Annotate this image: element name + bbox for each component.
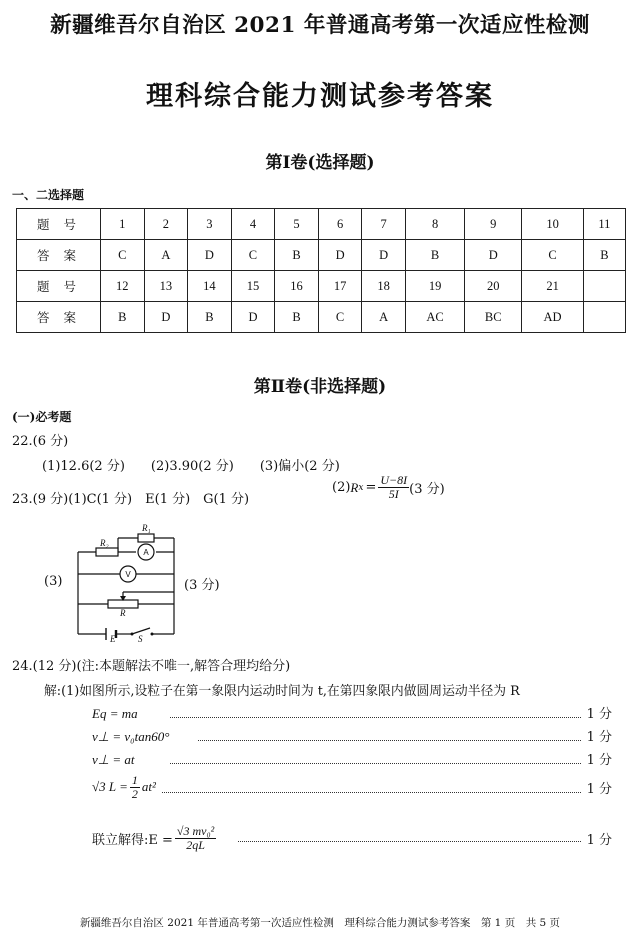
question-number: 21 <box>522 271 584 302</box>
q24-eq3-row <box>92 749 612 768</box>
label-rheostat: R <box>120 608 126 618</box>
question-number: 9 <box>465 209 522 240</box>
q24-eq4-right: at² <box>141 779 156 794</box>
section-label-required: (一)必考题 <box>12 410 72 424</box>
answer-key-title: 理科综合能力测试参考答案 <box>146 81 494 112</box>
rheostat-r <box>108 600 138 608</box>
answer-cell: C <box>101 240 145 271</box>
label-switch: S <box>138 634 143 644</box>
label-voltmeter: V <box>125 570 131 579</box>
q24-eq2: v⊥ = v₀tan60° <box>92 729 170 744</box>
q24-eq4-denominator: 2 <box>131 786 138 801</box>
question-number: 18 <box>362 271 406 302</box>
q23-part2-prefix: (2) <box>332 480 351 495</box>
switch-contact-icon <box>131 633 134 636</box>
answer-cell: D <box>188 240 232 271</box>
question-number: 12 <box>101 271 145 302</box>
question-number: 10 <box>522 209 584 240</box>
q24-eq4-numerator: 1 <box>131 772 138 787</box>
part2-title: 第Ⅱ卷(非选择题) <box>253 377 387 397</box>
q23-part3-score: (3 分) <box>184 578 220 593</box>
question-number: 1 <box>101 209 145 240</box>
q24-eq5-fraction <box>175 825 216 852</box>
question-number: 2 <box>144 209 188 240</box>
question-number: 15 <box>231 271 275 302</box>
answer-cell: B <box>275 302 319 333</box>
q24-eq1-row <box>92 703 612 722</box>
q23-part2-score: (3 分) <box>409 482 445 497</box>
q24-intro: 解:(1)如图所示,设粒子在第一象限内运动时间为 t,在第四象限内做圆周运动半径为 R <box>44 684 520 699</box>
label-r2: R₂ <box>100 538 109 548</box>
circuit-diagram <box>68 516 184 644</box>
rx-numerator: U−8I <box>380 473 408 487</box>
question-number: 7 <box>362 209 406 240</box>
answer-cell: C <box>522 240 584 271</box>
table-row <box>17 209 626 240</box>
q24-header: 24.(12 分)(注:本题解法不唯一,解答合理均给分) <box>12 659 291 674</box>
q24-eq5-row <box>92 818 612 858</box>
q24-eq5-prefix: 联立解得:E = <box>92 832 173 848</box>
question-number: 17 <box>318 271 362 302</box>
table-row <box>17 240 626 271</box>
answer-cell: D <box>231 302 275 333</box>
answer-cell: D <box>465 240 522 271</box>
q24-eq3-score: 1 分 <box>586 753 612 768</box>
answer-cell: D <box>144 302 188 333</box>
answer-cell: B <box>101 302 145 333</box>
question-number: 13 <box>144 271 188 302</box>
q24-eq4-score: 1 分 <box>586 781 612 797</box>
question-number: 16 <box>275 271 319 302</box>
table-row <box>17 271 626 302</box>
answer-cell: B <box>583 240 625 271</box>
resistor-r2 <box>96 548 118 556</box>
question-number: 20 <box>465 271 522 302</box>
answer-cell <box>583 302 625 333</box>
answer-cell: B <box>275 240 319 271</box>
q22-answers: (1)12.6(2 分) (2)3.90(2 分) (3)偏小(2 分) <box>42 459 340 474</box>
answer-cell: AC <box>405 302 464 333</box>
answer-cell: D <box>362 240 406 271</box>
q24-eq4-left: √3 L = <box>92 779 128 794</box>
section-label-choice: 一、二选择题 <box>12 188 85 202</box>
question-number: 3 <box>188 209 232 240</box>
question-number: 8 <box>405 209 464 240</box>
exam-title: 新疆维吾尔自治区 2021 年普通高考第一次适应性检测 <box>50 13 590 38</box>
q24-eq1-score: 1 分 <box>586 707 612 722</box>
row-label: 答案 <box>17 240 101 271</box>
q24-eq4-fraction <box>130 774 140 801</box>
label-battery: E <box>110 634 116 644</box>
row-label: 题号 <box>17 271 101 302</box>
answer-cell: AD <box>522 302 584 333</box>
answer-cell: D <box>318 240 362 271</box>
label-r1: R₁ <box>142 523 151 533</box>
answer-table <box>16 208 626 333</box>
q24-eq5-denominator: 2qL <box>186 837 205 852</box>
q23-formula: (2) R x = $\frac{U-8I}{5I}$ (3 分) <box>332 473 445 501</box>
rx-subscript: x <box>358 482 364 493</box>
row-label: 题号 <box>17 209 101 240</box>
q24-eq5-score: 1 分 <box>586 832 612 848</box>
q24-eq2-row <box>92 726 612 745</box>
q24-eq2-score: 1 分 <box>586 730 612 745</box>
question-number: 14 <box>188 271 232 302</box>
part1-title: 第Ⅰ卷(选择题) <box>265 153 375 173</box>
answer-cell: C <box>318 302 362 333</box>
answer-cell: A <box>362 302 406 333</box>
q24-eq5-numerator: √3 mv₀² <box>176 823 215 838</box>
q24-eq1: Eq = ma <box>92 706 138 721</box>
page-footer: 新疆维吾尔自治区 2021 年普通高考第一次适应性检测 理科综合能力测试参考答案 第 1 页 共 5 页 <box>79 917 561 929</box>
answer-cell: A <box>144 240 188 271</box>
question-number: 11 <box>583 209 625 240</box>
answer-cell: C <box>231 240 275 271</box>
answer-cell: B <box>405 240 464 271</box>
rx-fraction <box>378 474 409 501</box>
question-number: 6 <box>318 209 362 240</box>
q23-header: 23.(9 分)(1)C(1 分) E(1 分) G(1 分) <box>12 492 250 507</box>
resistor-r1 <box>138 534 154 542</box>
rx-denominator: 5I <box>388 487 399 501</box>
question-number <box>583 271 625 302</box>
q22-header: 22.(6 分) <box>12 434 69 449</box>
q23-part3-label: (3) <box>44 574 63 589</box>
table-row <box>17 302 626 333</box>
question-number: 19 <box>405 271 464 302</box>
rx-symbol: R <box>350 479 359 495</box>
row-label: 答案 <box>17 302 101 333</box>
answer-cell: BC <box>465 302 522 333</box>
label-ammeter: A <box>143 548 149 557</box>
question-number: 4 <box>231 209 275 240</box>
switch-contact-icon <box>151 633 154 636</box>
q24-eq4-row <box>92 770 612 804</box>
question-number: 5 <box>275 209 319 240</box>
answer-cell: B <box>188 302 232 333</box>
q24-eq3: v⊥ = at <box>92 752 135 767</box>
